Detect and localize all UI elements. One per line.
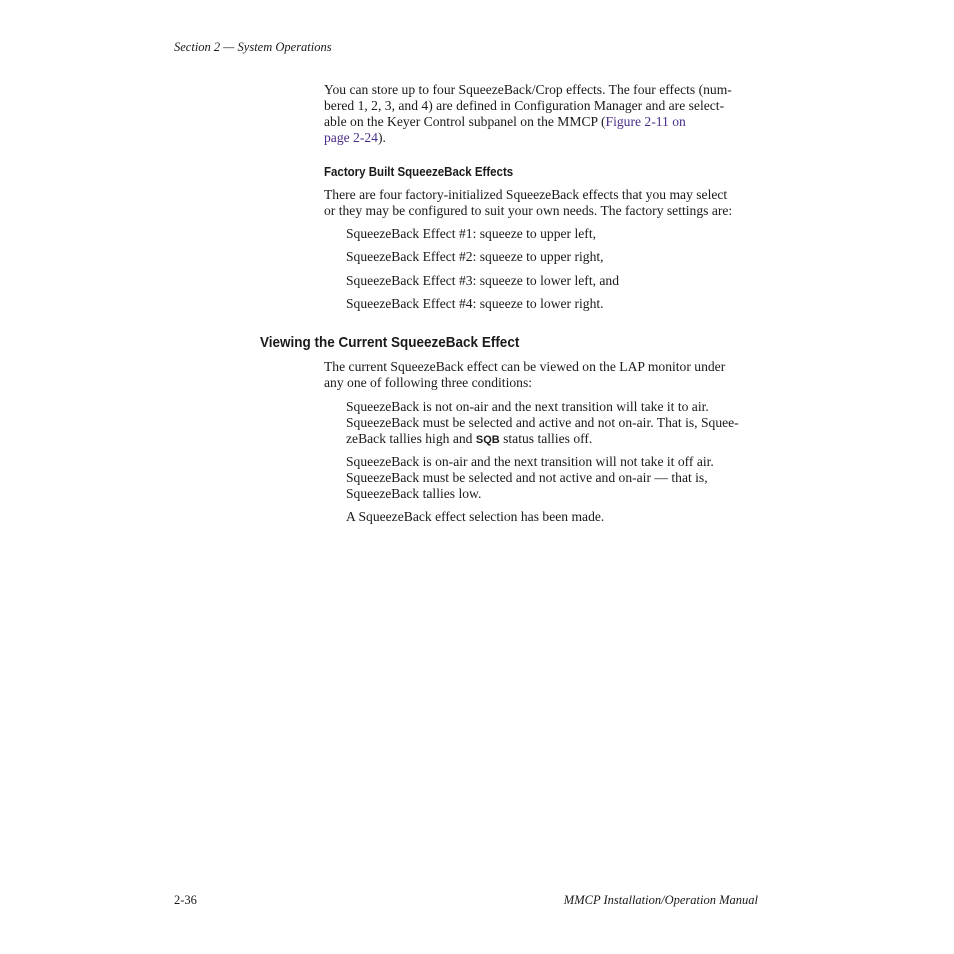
manual-title: MMCP Installation/Operation Manual (563, 893, 758, 907)
factory-heading: Factory Built SqueezeBack Effects (324, 165, 514, 179)
page-link[interactable]: page 2-24 (324, 130, 378, 145)
page-number: 2-36 (174, 893, 197, 907)
text-line: SqueezeBack must be selected and not active and on-air — that is, (346, 470, 708, 485)
text-line (324, 130, 764, 146)
text-line (324, 114, 764, 130)
text-line: You can store up to four SqueezeBack/Crop effects. The four effects (num- (324, 82, 732, 97)
list-item: SqueezeBack Effect #3: squeeze to lower left, and (346, 273, 620, 288)
list-item: SqueezeBack Effect #4: squeeze to lower right. (346, 296, 604, 311)
text-span: ). (377, 130, 386, 145)
running-header: Section 2 — System Operations (174, 40, 332, 54)
text-span: status tallies off. (499, 431, 593, 446)
sqb-code: SQB (475, 434, 500, 446)
figure-link[interactable]: Figure 2-11 on (605, 114, 686, 129)
text-line: or they may be configured to suit your own needs. The factory settings are: (324, 203, 733, 218)
condition-3: A SqueezeBack effect selection has been made. (346, 509, 605, 524)
text-line: any one of following three conditions: (324, 375, 533, 390)
text-line: SqueezeBack tallies low. (346, 486, 482, 501)
text-line: The current SqueezeBack effect can be viewed on the LAP monitor under (324, 359, 726, 374)
section-heading: Viewing the Current SqueezeBack Effect (260, 334, 520, 351)
viewing-paragraph (324, 359, 764, 391)
list-item: SqueezeBack Effect #1: squeeze to upper left, (346, 226, 596, 241)
text-span: able on the Keyer Control subpanel on the MMCP ( (324, 114, 606, 129)
list-item: SqueezeBack Effect #2: squeeze to upper right, (346, 249, 604, 264)
intro-paragraph (324, 82, 764, 146)
text-line: bered 1, 2, 3, and 4) are defined in Configuration Manager and are select- (324, 98, 725, 113)
text-line: SqueezeBack is on-air and the next transition will not take it off air. (346, 454, 714, 469)
condition-1 (346, 399, 766, 448)
text-line: SqueezeBack is not on-air and the next transition will take it to air. (346, 399, 709, 414)
text-span: zeBack tallies high and (346, 431, 476, 446)
text-line: There are four factory-initialized SqueezeBack effects that you may select (324, 187, 728, 202)
factory-paragraph (324, 187, 764, 219)
text-line: SqueezeBack must be selected and active and not on-air. That is, Squee- (346, 415, 739, 430)
text-line (346, 431, 766, 448)
condition-2 (346, 454, 766, 502)
